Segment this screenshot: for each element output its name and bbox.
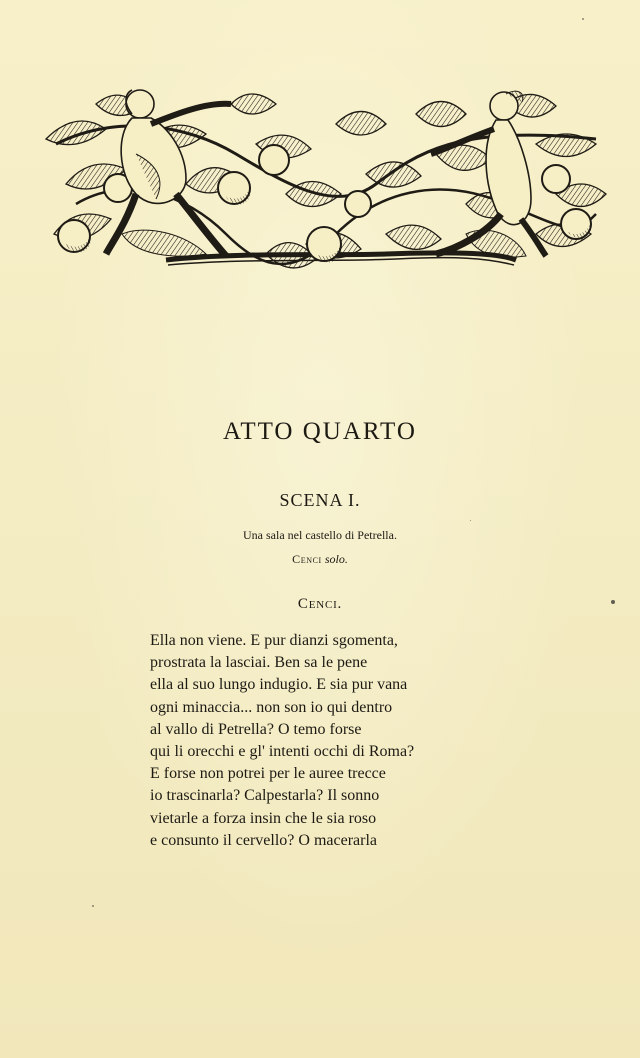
character-note: solo. [324, 552, 348, 566]
verse-line: ogni minaccia... non son io qui dentro [150, 698, 393, 716]
scene-characters [0, 552, 640, 567]
paper-speck [470, 520, 471, 521]
scene-title: SCENA I. [279, 490, 361, 510]
verse-line: io trascinarla? Calpestarla? Il sonno [150, 787, 380, 805]
act-title: ATTO QUARTO [223, 418, 417, 445]
verse-line: vietarle a forza insin che le sia roso [150, 809, 377, 827]
verse-line: prostrata la lasciai. Ben sa le pene [150, 654, 368, 672]
verse-block [150, 630, 530, 852]
character-name: Cenci [292, 552, 322, 566]
verse-line: e consunto il cervello? O macerarla [150, 831, 377, 849]
verse-line: E forse non potrei per le auree trecce [150, 765, 386, 783]
speaker-name: Cenci. [297, 596, 343, 612]
paper-speck [92, 905, 94, 907]
verse-line: Ella non viene. E pur dianzi sgomenta, [150, 632, 398, 649]
scene-setting: Una sala nel castello di Petrella. [243, 528, 397, 542]
cherub-apple-vine-headpiece-icon [36, 84, 610, 296]
verse-line: ella al suo lungo indugio. E sia pur vana [150, 676, 408, 694]
verse-line: qui li orecchi e gl' intenti occhi di Roma? [150, 743, 415, 761]
verse-line: al vallo di Petrella? O temo forse [150, 720, 362, 738]
paper-speck [582, 18, 584, 20]
